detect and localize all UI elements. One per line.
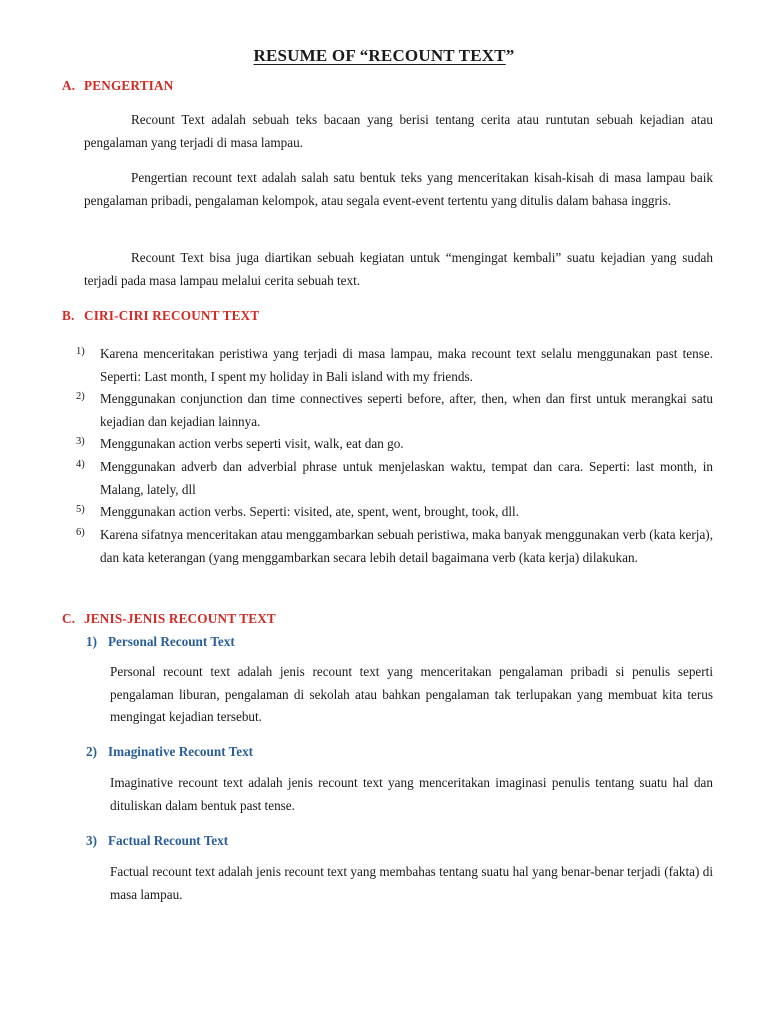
type-paragraph-imaginative: Imaginative recount text adalah jenis recount text yang menceritakan imaginasi penulis tentang suatu hal dan dituliskan dalam bentuk past tense. <box>110 775 713 813</box>
section-b-letter: B. <box>62 308 75 323</box>
section-c-letter: C. <box>62 611 76 626</box>
section-a-heading <box>62 78 173 94</box>
section-c-title: JENIS-JENIS RECOUNT TEXT <box>84 611 276 626</box>
type-heading-factual <box>86 833 228 849</box>
type-title: Imaginative Recount Text <box>108 744 254 759</box>
list-item-number: 5) <box>76 504 85 515</box>
type-heading-personal <box>86 634 235 650</box>
section-a-letter: A. <box>62 78 76 93</box>
list-item-number: 3) <box>76 436 85 447</box>
section-a-title: PENGERTIAN <box>84 78 174 93</box>
type-paragraph-personal: Personal recount text adalah jenis recount text yang menceritakan pengalaman pribadi si penulis seperti pengalaman liburan, pengalaman di sekolah atau bahkan pengalaman tak terlupakan yang membuat kita terus mengingat kejadian tersebut. <box>110 664 713 724</box>
list-item-number: 1) <box>76 346 85 357</box>
list-item-number: 6) <box>76 527 85 538</box>
section-a-paragraph-2: Pengertian recount text adalah salah satu bentuk teks yang menceritakan kisah-kisah di masa lampau baik pengalaman pribadi, pengalaman kelompok, atau segala event-event tertentu yang ditulis dalam bahasa inggris. <box>84 170 713 208</box>
section-b-heading <box>62 308 259 324</box>
list-item-text: Menggunakan conjunction dan time connectives seperti before, after, then, when dan first untuk merangkai satu kejadian dan kejadian lainnya. <box>100 391 713 429</box>
type-heading-imaginative <box>86 744 253 760</box>
list-item-text: Menggunakan action verbs. Seperti: visited, ate, spent, went, brought, took, dll. <box>100 504 519 519</box>
type-number: 2) <box>86 744 97 759</box>
type-title: Factual Recount Text <box>108 833 229 848</box>
list-item-text: Menggunakan action verbs seperti visit, walk, eat dan go. <box>100 436 404 451</box>
type-number: 1) <box>86 634 97 649</box>
list-item-text: Karena sifatnya menceritakan atau menggambarkan sebuah peristiwa, maka banyak menggunakan verb (kata kerja), dan kata keterangan (yang menggambarkan secara lebih detail bagaimana verb (kata kerja) dilakukan. <box>100 527 713 565</box>
page-title-main: RESUME OF “RECOUNT TEXT <box>253 46 506 65</box>
section-b-title: CIRI-CIRI RECOUNT TEXT <box>84 308 260 323</box>
list-item-text: Karena menceritakan peristiwa yang terjadi di masa lampau, maka recount text selalu menggunakan past tense. Seperti: Last month, I spent my holiday in Bali island with my friends. <box>100 346 713 384</box>
section-c-heading <box>62 611 276 627</box>
list-item-number: 4) <box>76 459 85 470</box>
list-item-number: 2) <box>76 391 85 402</box>
page-title-closing-quote: ” <box>505 46 515 65</box>
type-number: 3) <box>86 833 97 848</box>
list-item-text: Menggunakan adverb dan adverbial phrase untuk menjelaskan waktu, tempat dan cara. Seperti: last month, in Malang, lately, dll <box>100 459 713 497</box>
section-a-paragraph-1: Recount Text adalah sebuah teks bacaan yang berisi tentang cerita atau runtutan sebuah kejadian atau pengalaman yang terjadi di masa lampau. <box>84 112 713 150</box>
section-a-paragraph-3: Recount Text bisa juga diartikan sebuah kegiatan untuk “mengingat kembali” suatu kejadian yang sudah terjadi pada masa lampau melalui cerita sebuah text. <box>84 250 713 288</box>
page-title <box>0 46 768 66</box>
type-title: Personal Recount Text <box>108 634 235 649</box>
type-paragraph-factual: Factual recount text adalah jenis recount text yang membahas tentang suatu hal yang benar-benar terjadi (fakta) di masa lampau. <box>110 864 713 902</box>
